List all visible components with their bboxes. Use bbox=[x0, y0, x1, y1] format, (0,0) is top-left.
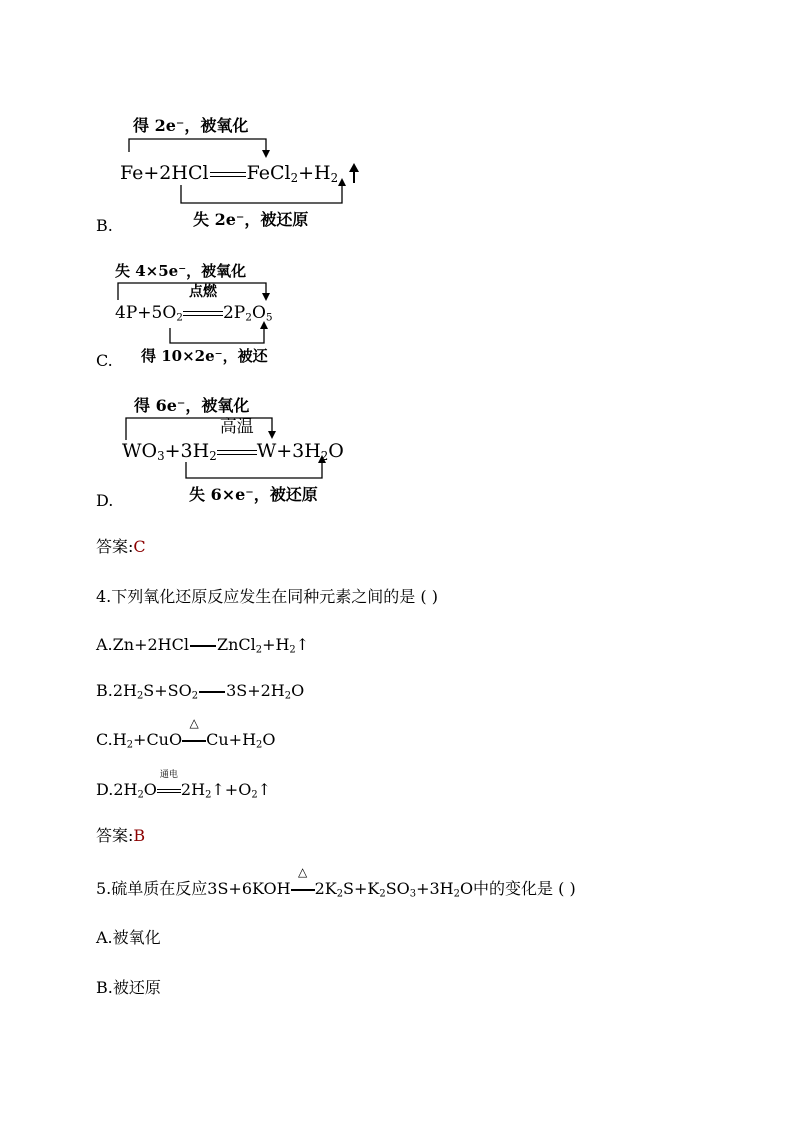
answer-blank: ( ) bbox=[558, 879, 576, 898]
answer-label: 答案: bbox=[96, 537, 134, 556]
option-label-d: D. bbox=[96, 491, 114, 510]
option-label-b: B. bbox=[96, 216, 113, 235]
top-note-b: 得 2e⁻，被氧化 bbox=[133, 116, 249, 135]
q4-option-a: A.Zn+2HCl $ZnCl_2+H_2↑$ bbox=[96, 635, 310, 656]
equation-d: $WO_3+3H_2$ 高温 $W+3H_2O$ bbox=[122, 417, 344, 463]
answer-value: B bbox=[133, 826, 146, 845]
q5-option-a: A.被氧化 bbox=[96, 928, 161, 947]
q4-option-d: $D.2H_2O$ 通电 $2H_2↑+O_2↑$ bbox=[96, 770, 272, 801]
answer-blank: ( ) bbox=[420, 587, 438, 606]
bottom-note-d: 失 6×e⁻，被还原 bbox=[189, 485, 318, 504]
q4-option-c: $C.H_2+CuO$ △ $Cu+H_2O$ bbox=[96, 716, 276, 751]
answer-4 bbox=[96, 826, 145, 846]
answer-label: 答案: bbox=[96, 826, 134, 845]
question-4-stem: 4.下列氧化还原反应发生在同种元素之间的是 ( ) bbox=[96, 587, 438, 606]
answer-3 bbox=[96, 537, 146, 557]
bottom-note-b: 失 2e⁻，被还原 bbox=[193, 210, 309, 229]
option-label-c: C. bbox=[96, 351, 113, 370]
q5-option-b: B.被还原 bbox=[96, 978, 161, 997]
bottom-note-c: 得 10×2e⁻，被还 bbox=[141, 347, 268, 365]
equation-c: $4P+5O_2$ 点燃 $2P_2O_5$ bbox=[115, 284, 273, 324]
q4-option-b: $B.2H_2S+SO_2$ $3S+2H_2O$ bbox=[96, 681, 305, 702]
answer-value: C bbox=[133, 537, 146, 556]
top-note-c: 失 4×5e⁻，被氧化 bbox=[115, 262, 247, 280]
top-note-d: 得 6e⁻，被氧化 bbox=[134, 396, 250, 415]
question-5-stem: 5.硫单质在反应3S+6KOH △ $2K_2S+K_2SO_3+3H_2O$中的变化是 ( ) bbox=[96, 865, 576, 900]
equation-b: Fe+2HCl $FeCl_2+H_2$ bbox=[120, 162, 361, 185]
